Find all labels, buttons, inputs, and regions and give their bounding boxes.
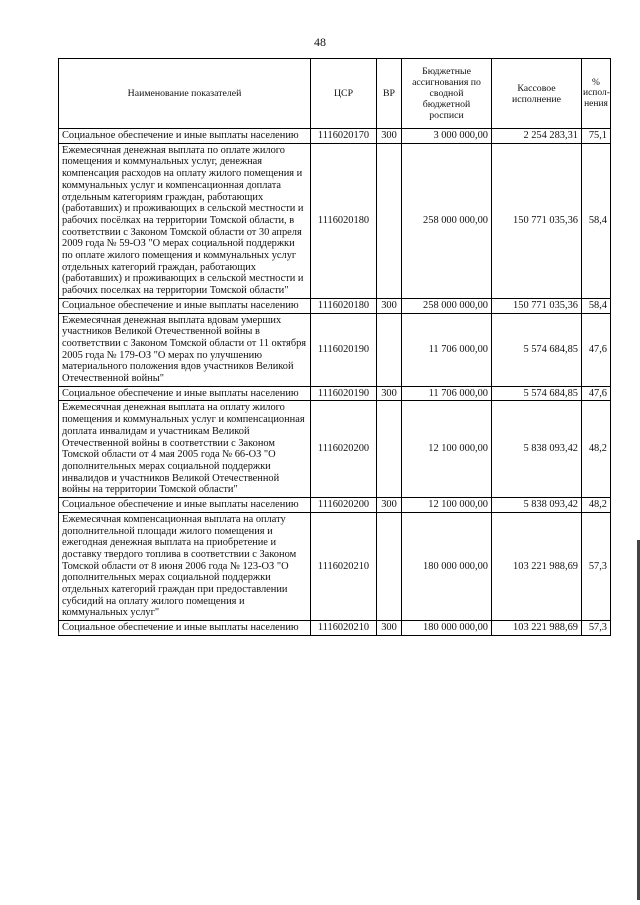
row-budget-cell: 258 000 000,00 bbox=[402, 298, 492, 313]
page-number: 48 bbox=[314, 35, 326, 49]
row-csr-cell: 1116020180 bbox=[311, 143, 377, 298]
row-name-cell: Ежемесячная денежная выплата по оплате жилого помещения и коммунальных услуг, денежная компенсация расходов на оплату жилого помещения и коммунальных услуг и компенсационная доплата отдельным категориям граждан, работающих (работавших) и проживающих в сельской местности и рабочих посёлках на территории Томской области, в соответствии с Законом Томской области от 30 апреля 2009 года № 59-ОЗ "О мерах социальной поддержки по оплате жилого помещения и коммунальных услуг отдельных категорий граждан, работающих (работавших) и проживающих в сельской местности и рабочих поселках на территории Томской области" bbox=[59, 143, 311, 298]
row-budget-cell: 11 706 000,00 bbox=[402, 313, 492, 386]
row-vr-cell: 300 bbox=[377, 298, 402, 313]
row-budget-cell: 12 100 000,00 bbox=[402, 401, 492, 498]
table-row bbox=[59, 129, 611, 144]
row-cash-cell: 103 221 988,69 bbox=[492, 512, 582, 620]
row-percent-cell: 58,4 bbox=[582, 143, 611, 298]
row-budget-cell: 180 000 000,00 bbox=[402, 512, 492, 620]
table-row bbox=[59, 621, 611, 636]
row-percent-cell: 48,2 bbox=[582, 498, 611, 513]
row-vr-cell: 300 bbox=[377, 129, 402, 144]
row-cash-cell: 5 574 684,85 bbox=[492, 386, 582, 401]
row-csr-cell: 1116020190 bbox=[311, 386, 377, 401]
budget-execution-table bbox=[58, 58, 611, 636]
row-percent-cell: 75,1 bbox=[582, 129, 611, 144]
row-cash-cell: 5 574 684,85 bbox=[492, 313, 582, 386]
row-percent-cell: 47,6 bbox=[582, 313, 611, 386]
column-header-budget: Бюджетные ассигнования по сводной бюджетной росписи bbox=[402, 59, 492, 129]
row-budget-cell: 180 000 000,00 bbox=[402, 621, 492, 636]
row-budget-cell: 12 100 000,00 bbox=[402, 498, 492, 513]
column-header-percent: % испол-нения bbox=[582, 59, 611, 129]
row-percent-cell: 48,2 bbox=[582, 401, 611, 498]
table-row bbox=[59, 298, 611, 313]
row-cash-cell: 5 838 093,42 bbox=[492, 498, 582, 513]
row-csr-cell: 1116020190 bbox=[311, 313, 377, 386]
table-row bbox=[59, 401, 611, 498]
column-header-name: Наименование показателей bbox=[59, 59, 311, 129]
row-budget-cell: 11 706 000,00 bbox=[402, 386, 492, 401]
row-name-cell: Социальное обеспечение и иные выплаты населению bbox=[59, 298, 311, 313]
row-vr-cell: 300 bbox=[377, 621, 402, 636]
row-name-cell: Ежемесячная денежная выплата на оплату жилого помещения и коммунальных услуг и компенсационная доплата инвалидам и участникам Великой Отечественной войны в соответствии с Законом Томской области от 4 мая 2005 года № 66-ОЗ "О дополнительных мерах социальной поддержки инвалидов и участников Великой Отечественной войны на территории Томской области" bbox=[59, 401, 311, 498]
table-header-row bbox=[59, 59, 611, 129]
column-header-cash: Кассовое исполнение bbox=[492, 59, 582, 129]
row-percent-cell: 57,3 bbox=[582, 512, 611, 620]
row-csr-cell: 1116020200 bbox=[311, 401, 377, 498]
table-body bbox=[59, 129, 611, 636]
row-percent-cell: 58,4 bbox=[582, 298, 611, 313]
column-header-csr: ЦСР bbox=[311, 59, 377, 129]
table-row bbox=[59, 498, 611, 513]
row-vr-cell bbox=[377, 512, 402, 620]
row-name-cell: Ежемесячная компенсационная выплата на оплату дополнительной площади жилого помещения и ежегодная денежная выплата на приобретение и доставку твердого топлива в соответствии с Законом Томской области от 8 июня 2006 года № 123-ОЗ "О дополнительных мерах социальной поддержки отдельных категорий граждан при предоставлении субсидий на оплату жилого помещения и коммунальных услуг" bbox=[59, 512, 311, 620]
row-vr-cell bbox=[377, 143, 402, 298]
row-percent-cell: 47,6 bbox=[582, 386, 611, 401]
table-row bbox=[59, 143, 611, 298]
row-name-cell: Ежемесячная денежная выплата вдовам умерших участников Великой Отечественной войны в соответствии с Законом Томской области от 11 октября 2005 года № 179-ОЗ "О мерах по улучшению материального положения вдов участников Великой Отечественной войны" bbox=[59, 313, 311, 386]
row-name-cell: Социальное обеспечение и иные выплаты населению bbox=[59, 621, 311, 636]
row-vr-cell bbox=[377, 313, 402, 386]
row-cash-cell: 2 254 283,31 bbox=[492, 129, 582, 144]
row-csr-cell: 1116020180 bbox=[311, 298, 377, 313]
row-vr-cell bbox=[377, 401, 402, 498]
row-budget-cell: 258 000 000,00 bbox=[402, 143, 492, 298]
row-csr-cell: 1116020170 bbox=[311, 129, 377, 144]
table-row bbox=[59, 386, 611, 401]
row-name-cell: Социальное обеспечение и иные выплаты населению bbox=[59, 386, 311, 401]
row-budget-cell: 3 000 000,00 bbox=[402, 129, 492, 144]
row-cash-cell: 150 771 035,36 bbox=[492, 143, 582, 298]
table-row bbox=[59, 512, 611, 620]
row-cash-cell: 103 221 988,69 bbox=[492, 621, 582, 636]
row-csr-cell: 1116020200 bbox=[311, 498, 377, 513]
table-row bbox=[59, 313, 611, 386]
row-vr-cell: 300 bbox=[377, 386, 402, 401]
row-percent-cell: 57,3 bbox=[582, 621, 611, 636]
row-cash-cell: 150 771 035,36 bbox=[492, 298, 582, 313]
row-name-cell: Социальное обеспечение и иные выплаты населению bbox=[59, 498, 311, 513]
row-cash-cell: 5 838 093,42 bbox=[492, 401, 582, 498]
column-header-vr: ВР bbox=[377, 59, 402, 129]
row-name-cell: Социальное обеспечение и иные выплаты населению bbox=[59, 129, 311, 144]
row-vr-cell: 300 bbox=[377, 498, 402, 513]
row-csr-cell: 1116020210 bbox=[311, 512, 377, 620]
row-csr-cell: 1116020210 bbox=[311, 621, 377, 636]
